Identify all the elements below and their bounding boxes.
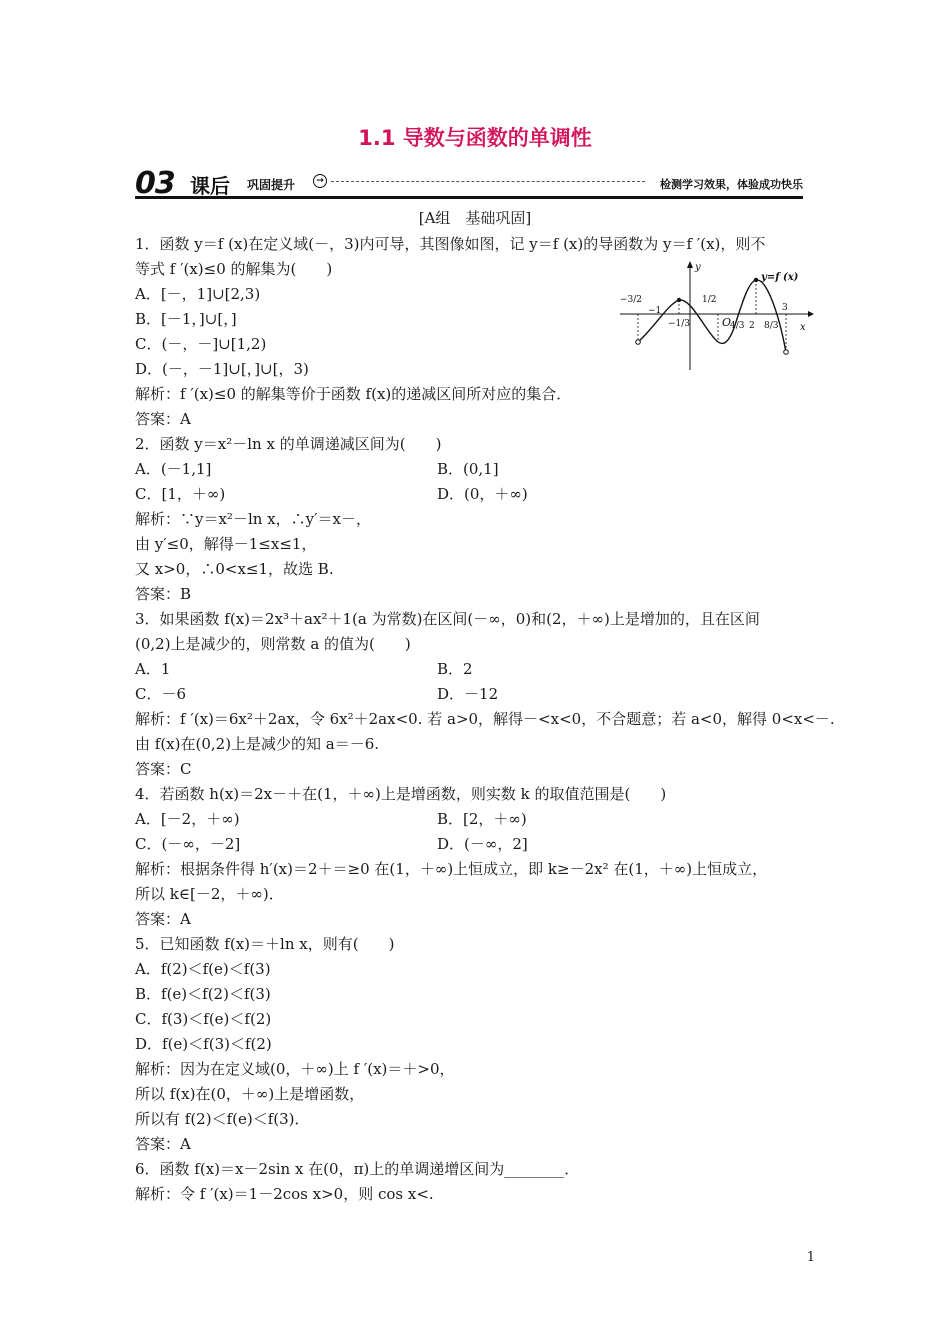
banner-number: 03: [135, 166, 175, 201]
text-line: D．f(e)＜f(3)＜f(2): [135, 1035, 272, 1053]
text-line: D．(－，－1]∪[，]∪[，3): [135, 360, 309, 378]
group-heading: [A组 基础巩固]: [418, 209, 532, 227]
option-text: D．(0，＋∞): [437, 485, 528, 503]
option-row: [135, 657, 815, 682]
text-line: A．[－，1]∪[2,3): [135, 285, 261, 303]
option-text: D．－12: [437, 685, 499, 703]
arrow-icon: →: [313, 174, 327, 188]
curve-label: y=f (x): [761, 272, 799, 283]
text-line: (0,2)上是减少的，则常数 a 的值为( ): [135, 635, 411, 653]
tick-label: 3: [782, 303, 788, 313]
text-line: 解析：令 f ′(x)＝1－2cos x>0，则 cos x<.: [135, 1185, 434, 1203]
text-line: 又 x>0，∴0<x≤1，故选 B.: [135, 560, 334, 578]
banner-slogan: 检测学习效果，体验成功快乐: [660, 178, 803, 191]
option-text: B．2: [437, 660, 473, 678]
text-line: 4．若函数 h(x)＝2x－＋在(1，＋∞)上是增函数，则实数 k 的取值范围是( ): [135, 785, 667, 803]
origin-label: O: [722, 316, 732, 329]
option-text: B．[2，＋∞): [437, 810, 527, 828]
text-line: 解析：f ′(x)≤0 的解集等价于函数 f(x)的递减区间所对应的集合．: [135, 385, 572, 403]
text-line: 答案：B: [135, 585, 192, 603]
text-line: 解析：根据条件得 h′(x)＝2＋＝≥0 在(1，＋∞)上恒成立，即 k≥－2x² 在(1，＋∞)上恒成立，: [135, 860, 768, 878]
text-line: C．f(3)＜f(e)＜f(2): [135, 1010, 272, 1028]
text-line: 1．函数 y＝f (x)在定义域(－，3)内可导，其图像如图，记 y＝f (x)的导函数为 y＝f ′(x)，则不: [135, 235, 766, 253]
option-text: A．(－1,1]: [135, 460, 212, 478]
text-line: 解析：∵y＝x²－ln x，∴y′＝x－，: [135, 510, 371, 528]
tick-label: −1/3: [668, 319, 691, 329]
text-line: 所以 k∈[－2，＋∞)．: [135, 885, 284, 903]
text-line: 2．函数 y＝x²－ln x 的单调递减区间为( ): [135, 435, 442, 453]
exercise-content: [135, 232, 835, 1207]
text-line: B．[－1，]∪[，]: [135, 310, 237, 328]
text-line: 所以有 f(2)＜f(e)＜f(3)．: [135, 1110, 310, 1128]
text-line: 所以 f(x)在(0，＋∞)上是增函数，: [135, 1085, 365, 1103]
x-axis-arrow-icon: [808, 311, 814, 317]
banner-rule: [135, 196, 803, 199]
text-line: B．f(e)＜f(2)＜f(3): [135, 985, 271, 1003]
text-line: 答案：A: [135, 1135, 191, 1153]
option-text: A．[－2，＋∞): [135, 810, 240, 828]
text-line: 等式 f ′(x)≤0 的解集为( ): [135, 260, 333, 278]
option-row: [135, 457, 815, 482]
text-line: C．(－，－]∪[1,2): [135, 335, 267, 353]
right-endpoint: [784, 350, 789, 355]
text-line: 答案：A: [135, 410, 191, 428]
option-row: [135, 482, 815, 507]
text-line: 5．已知函数 f(x)＝＋ln x，则有( ): [135, 935, 395, 953]
tick-label: −1: [648, 306, 662, 316]
option-text: B．(0,1]: [437, 460, 499, 478]
banner-label: 课后: [190, 174, 230, 198]
option-row: [135, 807, 815, 832]
text-line: 解析：因为在定义域(0，＋∞)上 f ′(x)＝＋>0，: [135, 1060, 455, 1078]
text-line: 3．如果函数 f(x)＝2x³＋ax²＋1(a 为常数)在区间(－∞，0)和(2，＋∞)上是增加的，且在区间: [135, 610, 760, 628]
text-line: 答案：C: [135, 760, 192, 778]
banner-sub-label: 巩固提升: [247, 178, 296, 192]
y-axis-label: y: [695, 262, 701, 273]
tick-label: 2: [749, 321, 755, 331]
tick-label: 4/3: [730, 321, 745, 331]
tick-label: −3/2: [620, 295, 643, 305]
option-row: [135, 832, 815, 857]
option-text: D．(－∞，2]: [437, 835, 528, 853]
y-axis-arrow-icon: [687, 261, 693, 268]
x-axis-label: x: [800, 322, 806, 333]
text-line: 6．函数 f(x)＝x－2sin x 在(0，π)上的单调递增区间为________．: [135, 1160, 580, 1178]
page-title: 1.1 导数与函数的单调性: [358, 126, 592, 150]
option-row: [135, 682, 815, 707]
text-line: 答案：A: [135, 910, 191, 928]
section-banner: [135, 166, 803, 200]
text-line: 解析：f ′(x)＝6x²＋2ax，令 6x²＋2ax<0. 若 a>0，解得－<x<0，不合题意；若 a<0，解得 0<x<－.: [135, 710, 835, 728]
text-line: 由 f(x)在(0,2)上是减少的知 a＝－6.: [135, 735, 380, 753]
option-text: C．[1，＋∞): [135, 485, 226, 503]
tick-label: 1/2: [702, 295, 717, 305]
left-endpoint: [636, 340, 641, 345]
tick-label: 8/3: [764, 321, 779, 331]
page-number: 1: [806, 1250, 815, 1265]
text-line: A．f(2)＜f(e)＜f(3): [135, 960, 271, 978]
option-text: C．(－∞，－2]: [135, 835, 241, 853]
banner-dashed-line: [331, 181, 645, 182]
option-text: C．－6: [135, 685, 187, 703]
text-line: 由 y′≤0，解得－1≤x≤1，: [135, 535, 317, 553]
option-text: A．1: [135, 660, 171, 678]
function-graph: [618, 258, 818, 378]
